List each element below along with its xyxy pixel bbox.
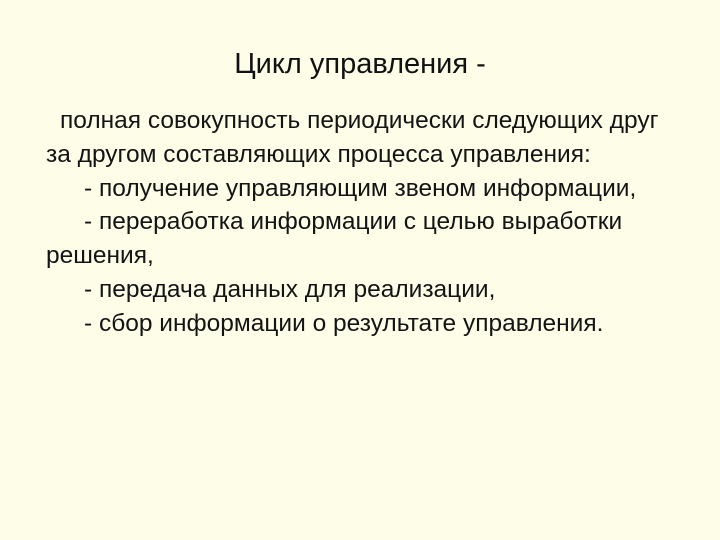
body-paragraph: полная совокупность периодически следующих друг за другом составляющих процесса управления: [46, 107, 666, 168]
body-paragraph: - сбор информации о результате управления. [84, 309, 604, 337]
body-paragraph: - получение управляющим звеном информации, [84, 174, 637, 202]
body-paragraph: - переработка информации с целью выработки решения, [46, 208, 629, 270]
body-paragraph: - передача данных для реализации, [84, 275, 496, 303]
slide-title: Цикл управления - [234, 48, 486, 80]
slide-body [46, 104, 678, 341]
